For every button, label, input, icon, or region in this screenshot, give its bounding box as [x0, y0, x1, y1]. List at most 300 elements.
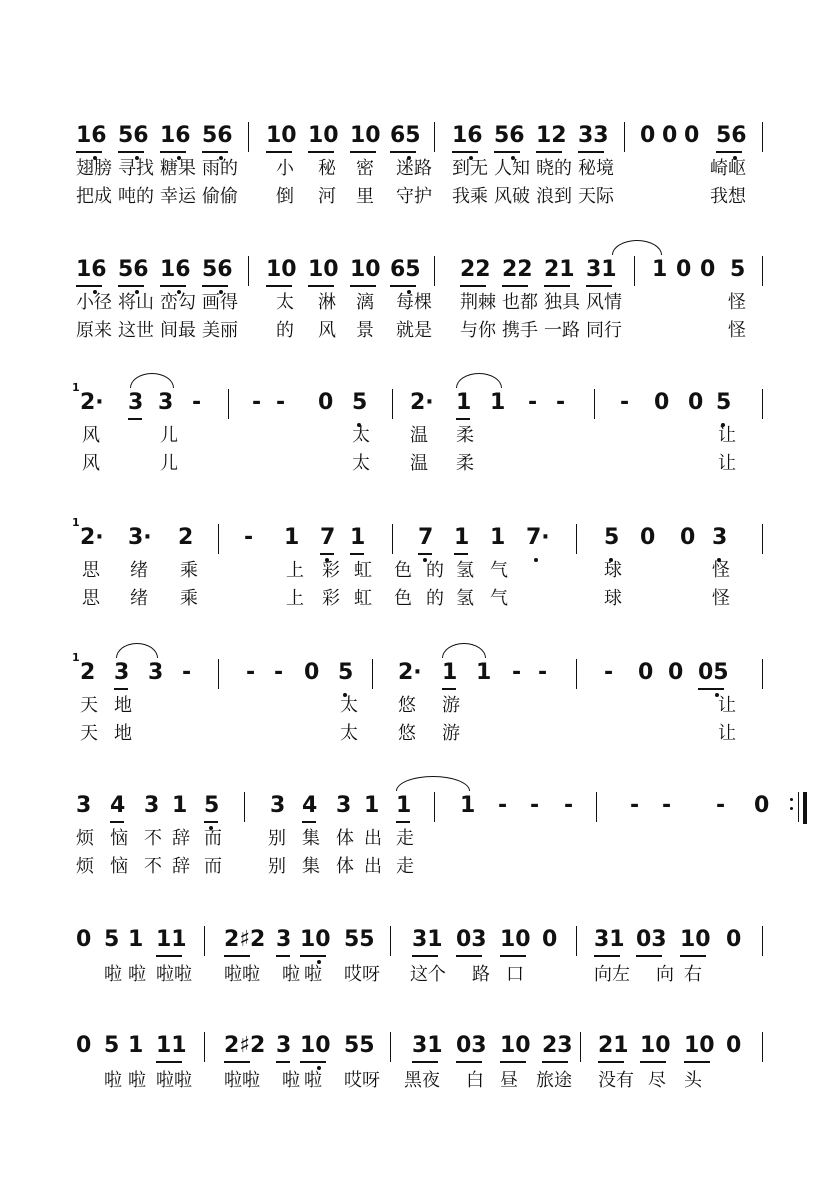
note: 3 [128, 390, 144, 415]
lyric-syllable: 出 [364, 828, 382, 849]
note: 12 [536, 123, 567, 148]
underline-beam [350, 285, 376, 287]
barline [576, 926, 577, 956]
notes-line [0, 118, 840, 158]
lyric-syllable: 怪 [728, 292, 746, 313]
lyric-syllable: 风 [82, 453, 100, 474]
note: 10 [300, 927, 331, 952]
note: 3 [148, 660, 164, 685]
note: 10 [640, 1033, 671, 1058]
barline [372, 659, 373, 689]
lyric-syllable: 太 [352, 453, 370, 474]
lyric-syllable: 气 [490, 588, 508, 609]
note: 0 [318, 390, 334, 415]
underline-beam [224, 1061, 250, 1063]
lyric-syllable: 幸运 [160, 186, 196, 207]
note: - [498, 793, 508, 818]
lyric-syllable: 原来 [76, 320, 112, 341]
note: 16 [452, 123, 483, 148]
note: 4 [110, 793, 126, 818]
lyric-syllable: 让 [718, 723, 736, 744]
note: 16 [160, 257, 191, 282]
repeat-sign [790, 798, 793, 810]
note: - [604, 660, 614, 685]
underline-beam [456, 1061, 482, 1063]
lyric-syllable: 携手 [502, 320, 538, 341]
lyric-syllable: 绪 [130, 560, 148, 581]
note: 1 [456, 390, 472, 415]
note: 5 [716, 390, 732, 415]
note: 1 [128, 927, 144, 952]
underline-beam [544, 285, 570, 287]
lyric-syllable: 啦 [128, 1070, 146, 1091]
lyric-syllable: 乘 [180, 560, 198, 581]
underline-beam [156, 1061, 182, 1063]
underline-beam [128, 418, 142, 420]
note: - [538, 660, 548, 685]
notes-line [0, 252, 840, 292]
lyric-syllable: 风情 [586, 292, 622, 313]
lyric-syllable: 悠 [398, 695, 416, 716]
lyric-syllable: 上 [286, 588, 304, 609]
lyric-syllable: 风 [318, 320, 336, 341]
note: 5 [730, 257, 746, 282]
note: 5 [104, 927, 120, 952]
lyric-syllable: 秘境 [578, 158, 614, 179]
note: 0 [662, 123, 678, 148]
lyric-syllable: 旅途 [536, 1070, 572, 1091]
note: 0 [542, 927, 558, 952]
underline-beam [594, 955, 620, 957]
lyric-syllable: 啦 [282, 1070, 300, 1091]
note: - [244, 525, 254, 550]
underline-beam [202, 151, 228, 153]
note: 10 [684, 1033, 715, 1058]
note: 1 [172, 793, 188, 818]
note: 3 [276, 927, 292, 952]
lyric-syllable: 啦 [282, 964, 300, 985]
barline [624, 122, 625, 152]
note: 3 [114, 660, 130, 685]
underline-beam [536, 151, 562, 153]
lyric-syllable: 啦啦 [156, 1070, 192, 1091]
underline-beam [500, 1061, 526, 1063]
note: 2 [178, 525, 194, 550]
notes-line [0, 516, 840, 560]
underline-beam [302, 821, 316, 823]
underline-beam [308, 285, 334, 287]
lyric-syllable: 体 [336, 856, 354, 877]
underline-beam [160, 285, 186, 287]
barline [762, 659, 763, 689]
note: 3 [276, 1033, 292, 1058]
lyric-syllable: 头 [684, 1070, 702, 1091]
lyric-syllable: 儿 [160, 453, 178, 474]
barline [762, 926, 763, 956]
note: 10 [266, 123, 297, 148]
lyric-syllable: 体 [336, 828, 354, 849]
note: 22 [502, 257, 533, 282]
lyric-syllable: 球 [604, 560, 622, 581]
note: - [630, 793, 640, 818]
underline-beam [412, 1061, 438, 1063]
lyric-syllable: 里 [356, 186, 374, 207]
barline [762, 256, 763, 286]
lyric-syllable: 怪 [728, 320, 746, 341]
lyric-syllable: 儿 [160, 425, 178, 446]
underline-beam [110, 821, 124, 823]
lyric-syllable: 同行 [586, 320, 622, 341]
barline [392, 389, 393, 419]
note: 0 [76, 1033, 92, 1058]
underline-beam [300, 955, 326, 957]
note: 7· [526, 525, 550, 550]
underline-beam [586, 285, 612, 287]
lyric-syllable: 烦 [76, 828, 94, 849]
lyric-syllable: 雨的 [202, 158, 238, 179]
lyric-syllable: 太 [340, 695, 358, 716]
note: 2· [80, 390, 104, 415]
underline-beam [598, 1061, 624, 1063]
underline-beam [350, 151, 376, 153]
lyric-syllable: 景 [356, 320, 374, 341]
lyric-syllable: 上 [286, 560, 304, 581]
lyric-syllable: 怪 [712, 588, 730, 609]
lyric-syllable: 温 [410, 425, 428, 446]
note: 0 [676, 257, 692, 282]
note: 3 [158, 390, 174, 415]
note: 0 [754, 793, 770, 818]
lyric-syllable: 这世 [118, 320, 154, 341]
breath-mark: 1 [72, 651, 80, 664]
underline-beam [680, 955, 706, 957]
lyric-syllable: 啦 [304, 964, 322, 985]
underline-beam [76, 285, 102, 287]
slur [442, 643, 486, 658]
lyric-syllable: 右 [684, 964, 702, 985]
note: 03 [456, 1033, 487, 1058]
note: 56 [118, 123, 149, 148]
note: 1 [128, 1033, 144, 1058]
note: 0 [684, 123, 700, 148]
barline [390, 1032, 391, 1062]
lyric-syllable: 球 [604, 588, 622, 609]
lyric-syllable: 太 [276, 292, 294, 313]
note: - [620, 390, 630, 415]
note: 0 [640, 525, 656, 550]
barline [434, 792, 435, 822]
slur [612, 240, 662, 255]
underline-beam [350, 553, 364, 555]
lyric-syllable: 荆棘 [460, 292, 496, 313]
note: 2 [80, 660, 96, 685]
lyric-syllable: 不 [144, 828, 162, 849]
note: 65 [390, 257, 421, 282]
note: 10 [308, 257, 339, 282]
underline-beam [494, 151, 520, 153]
underline-beam [500, 955, 526, 957]
note: 0 [654, 390, 670, 415]
note: 55 [344, 927, 375, 952]
note: 56 [494, 123, 525, 148]
underline-beam [578, 151, 604, 153]
note: 1 [652, 257, 668, 282]
breath-mark: 1 [72, 516, 80, 529]
underline-beam [320, 553, 334, 555]
note: 31 [412, 927, 443, 952]
underline-beam [390, 151, 416, 153]
barline [248, 256, 249, 286]
barline [218, 524, 219, 554]
lyric-syllable: 而 [204, 828, 222, 849]
barline [634, 256, 635, 286]
underline-beam [640, 1061, 666, 1063]
lyric-syllable: 虹 [354, 588, 372, 609]
underline-beam [716, 151, 742, 153]
underline-beam [204, 821, 218, 823]
lyric-syllable: 尽 [648, 1070, 666, 1091]
lyric-syllable: 昼 [500, 1070, 518, 1091]
lyric-syllable: 啦 [104, 964, 122, 985]
note: 03 [636, 927, 667, 952]
lyric-syllable: 独具 [544, 292, 580, 313]
note: 1 [454, 525, 470, 550]
note: 31 [594, 927, 625, 952]
note: 3 [76, 793, 92, 818]
lyric-syllable: 温 [410, 453, 428, 474]
lyric-syllable: 河 [318, 186, 336, 207]
lyric-syllable: 怪 [712, 560, 730, 581]
underline-beam [118, 151, 144, 153]
note: - [276, 390, 286, 415]
notes-line [0, 922, 840, 962]
lyric-syllable: 我想 [710, 186, 746, 207]
lyric-syllable: 淋 [318, 292, 336, 313]
underline-beam [418, 553, 432, 555]
lyric-syllable: 翅膀 [76, 158, 112, 179]
lyric-syllable: 啦 [304, 1070, 322, 1091]
note: 10 [680, 927, 711, 952]
lyric-syllable: 辞 [172, 828, 190, 849]
lyric-syllable: 糖果 [160, 158, 196, 179]
barline [434, 256, 435, 286]
lyric-syllable: 而 [204, 856, 222, 877]
lyric-syllable: 也都 [502, 292, 538, 313]
note: 0 [700, 257, 716, 282]
final-barline [803, 792, 807, 824]
lyric-syllable: 乘 [180, 588, 198, 609]
note: 56 [716, 123, 747, 148]
barline [576, 659, 577, 689]
lyric-syllable: 哎呀 [344, 964, 380, 985]
lyric-syllable: 恼 [110, 856, 128, 877]
note: 56 [202, 123, 233, 148]
lyric-syllable: 彩 [322, 588, 340, 609]
barline [762, 524, 763, 554]
note: 10 [300, 1033, 331, 1058]
note: 65 [390, 123, 421, 148]
lyric-syllable: 氢 [456, 560, 474, 581]
lyric-syllable: 走 [396, 856, 414, 877]
notes-line [0, 1028, 840, 1068]
barline [580, 1032, 581, 1062]
lyric-syllable: 思 [82, 560, 100, 581]
note: 1 [350, 525, 366, 550]
note: 3 [712, 525, 728, 550]
lyric-syllable: 这个 [410, 964, 446, 985]
note: 2· [80, 525, 104, 550]
barline [204, 1032, 205, 1062]
note: 5 [338, 660, 354, 685]
note: 3 [336, 793, 352, 818]
barline [248, 122, 249, 152]
lyric-syllable: 太 [352, 425, 370, 446]
barline [390, 926, 391, 956]
lyric-syllable: 守护 [396, 186, 432, 207]
note: 0 [668, 660, 684, 685]
lyric-syllable: 的 [276, 320, 294, 341]
lyric-syllable: 别 [268, 856, 286, 877]
note: 1 [490, 525, 506, 550]
lyric-syllable: 氢 [456, 588, 474, 609]
lyric-syllable: 秘 [318, 158, 336, 179]
slur [396, 776, 470, 791]
lyric-syllable: 不 [144, 856, 162, 877]
barline [596, 792, 597, 822]
note: 0 [680, 525, 696, 550]
lyric-syllable: 绪 [130, 588, 148, 609]
lyric-syllable: 寻找 [118, 158, 154, 179]
note: 10 [500, 1033, 531, 1058]
underline-beam [460, 285, 486, 287]
note: 11 [156, 927, 187, 952]
lyric-syllable: 将山 [118, 292, 154, 313]
lyric-syllable: 啦啦 [156, 964, 192, 985]
underline-beam [114, 688, 128, 690]
lyric-syllable: 让 [718, 695, 736, 716]
underline-beam [266, 285, 292, 287]
lyric-syllable: 游 [442, 695, 460, 716]
note: 22 [460, 257, 491, 282]
slur [116, 643, 158, 658]
note: 33 [578, 123, 609, 148]
note: 16 [76, 257, 107, 282]
breath-mark: 1 [72, 381, 80, 394]
underline-beam [224, 955, 250, 957]
note: 21 [598, 1033, 629, 1058]
lyric-syllable: 柔 [456, 453, 474, 474]
note: 10 [500, 927, 531, 952]
slur [130, 373, 174, 388]
barline [594, 389, 595, 419]
barline [228, 389, 229, 419]
lyric-syllable: 密 [356, 158, 374, 179]
note: 2· [410, 390, 434, 415]
lyric-syllable: 天 [80, 723, 98, 744]
underline-beam [412, 955, 438, 957]
lyric-syllable: 出 [364, 856, 382, 877]
note: 10 [350, 123, 381, 148]
note: 2♯2 [224, 927, 266, 952]
note: - [182, 660, 192, 685]
underline-beam [160, 151, 186, 153]
lyric-syllable: 峦勾 [160, 292, 196, 313]
barline [434, 122, 435, 152]
note: 5 [204, 793, 220, 818]
lyric-syllable: 啦啦 [224, 1070, 260, 1091]
note: - [564, 793, 574, 818]
lyric-syllable: 浪到 [536, 186, 572, 207]
lyric-syllable: 画得 [202, 292, 238, 313]
lyric-syllable: 风 [82, 425, 100, 446]
note: 5 [104, 1033, 120, 1058]
lyric-syllable: 辞 [172, 856, 190, 877]
lyric-syllable: 倒 [276, 186, 294, 207]
lyric-syllable: 色 [394, 560, 412, 581]
note: 0 [688, 390, 704, 415]
note: 16 [76, 123, 107, 148]
note: - [252, 390, 262, 415]
lyric-syllable: 让 [718, 453, 736, 474]
underline-beam [76, 151, 102, 153]
lyric-syllable: 口 [506, 964, 524, 985]
note: 1 [284, 525, 300, 550]
lyric-syllable: 向 [656, 964, 674, 985]
note: - [246, 660, 256, 685]
underline-beam [698, 688, 724, 690]
lyric-syllable: 哎呀 [344, 1070, 380, 1091]
lyric-syllable: 别 [268, 828, 286, 849]
note: - [192, 390, 202, 415]
lyric-syllable: 与你 [460, 320, 496, 341]
note: - [716, 793, 726, 818]
barline [762, 122, 763, 152]
lyric-syllable: 到无 [452, 158, 488, 179]
barline [204, 926, 205, 956]
lyric-syllable: 偷偷 [202, 186, 238, 207]
lyric-syllable: 把成 [76, 186, 112, 207]
lyric-syllable: 没有 [598, 1070, 634, 1091]
lyric-syllable: 风破 [494, 186, 530, 207]
note: - [662, 793, 672, 818]
barline [762, 389, 763, 419]
note: 3 [144, 793, 160, 818]
barline [576, 524, 577, 554]
underline-beam [456, 955, 482, 957]
note: 7 [320, 525, 336, 550]
note: 16 [160, 123, 191, 148]
underline-beam [276, 955, 290, 957]
lyric-syllable: 我乘 [452, 186, 488, 207]
note: 5 [352, 390, 368, 415]
lyric-syllable: 啦 [128, 964, 146, 985]
note: 31 [586, 257, 617, 282]
lyric-syllable: 迷路 [396, 158, 432, 179]
lyric-syllable: 恼 [110, 828, 128, 849]
lyric-syllable: 晓的 [536, 158, 572, 179]
barline [762, 1032, 763, 1062]
note: 3 [270, 793, 286, 818]
notes-line [0, 381, 840, 425]
note: 0 [726, 1033, 742, 1058]
underline-beam [456, 418, 470, 420]
low-octave-dot [534, 558, 538, 562]
lyric-syllable: 地 [114, 723, 132, 744]
note: 1 [460, 793, 476, 818]
note: 05 [698, 660, 729, 685]
lyric-syllable: 天 [80, 695, 98, 716]
lyric-syllable: 啦啦 [224, 964, 260, 985]
